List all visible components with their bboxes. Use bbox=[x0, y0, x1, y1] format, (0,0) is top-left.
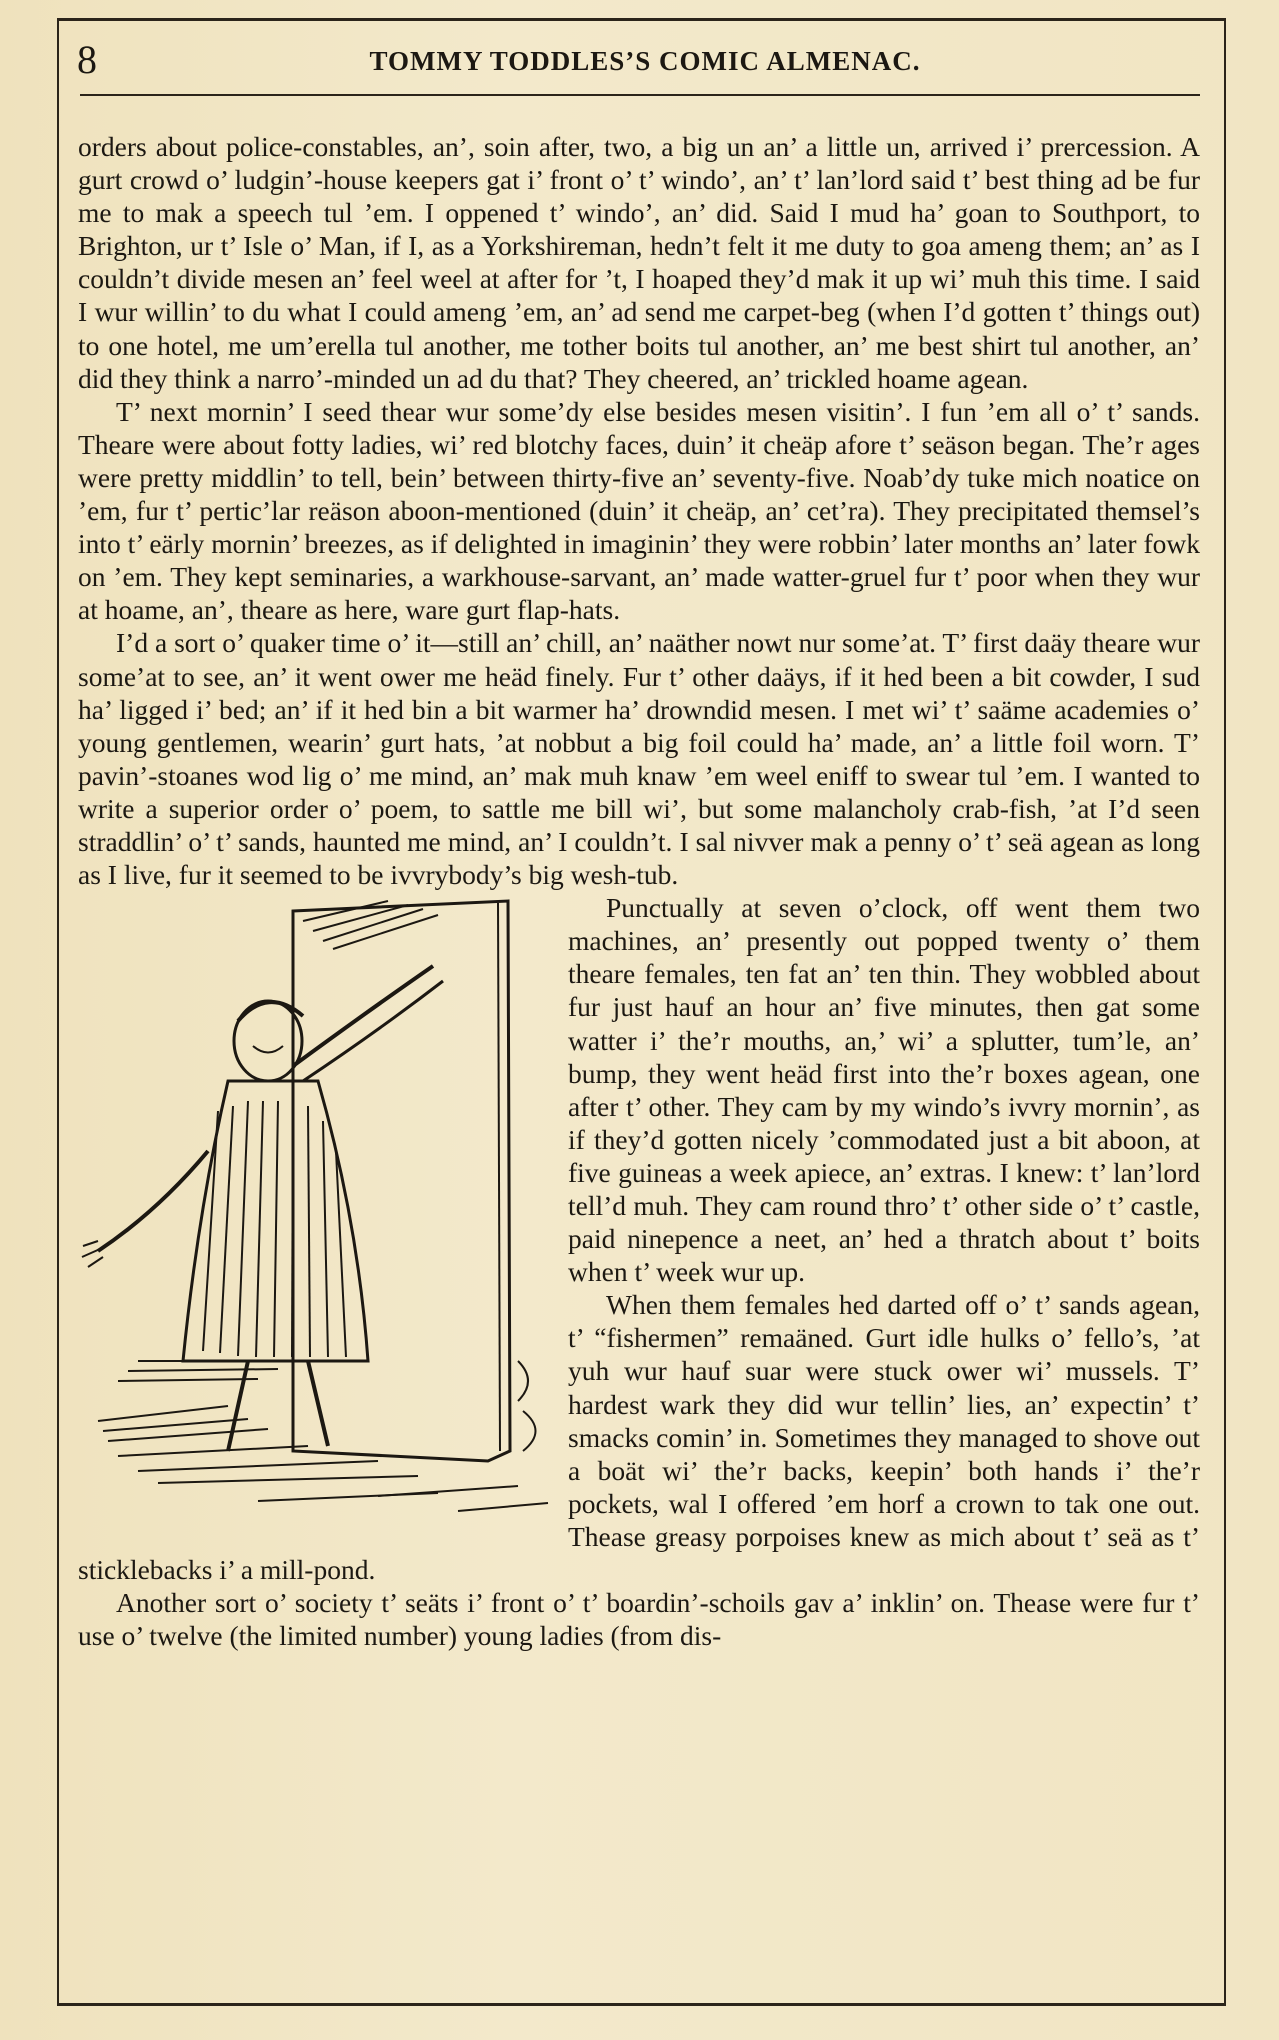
paragraph-6: Another sort o’ society t’ seäts i’ front o’ t’ boardin’-schoils gav a’ inklin’ on. Thease were fur t’ use o’ twelve (the limited number) young ladies (from dis- bbox=[78, 1587, 1200, 1652]
paragraph-4: Punctually at seven o’clock, off went them two machines, an’ presently out popped twenty o’ them theare females, ten fat an’ ten thin. They wobbled about fur just hauf an hour an’ five minutes, then gat some watter i’ the’r mouths, an,’ wi’ a splutter, tum’le, an’ bump, they went heäd first into the’r boxes agean, one after t’ other. They cam by my windo’s ivvry mornin’, as if they’d gotten nicely ’commodated just a bit aboon, at five guineas a week apiece, an’ extras. I knew: t’ lan’lord tell’d muh. They cam round thro’ t’ other side o’ t’ castle, paid ninepence a neet, an’ hed a thratch about t’ boits when t’ week wur up. bbox=[568, 892, 1200, 1288]
paragraph-1: orders about police-constables, an’, soin after, two, a big un an’ a little un, arrived i’ prercession. A gurt crowd o’ ludgin’-house keepers gat i’ front o’ t’ windo’, an’ t’ lan’lord said t’ best thing ad be fur me to mak a speech tul ’em. I oppened t’ windo’, an’ did. Said I mud ha’ goan to Southport, to Brighton, ur t’ Isle o’ Man, if I, as a Yorkshireman, hedn’t felt it me duty to goa ameng them; an’ as I couldn’t divide mesen an’ feel weel at after for ’t, I hoaped they’d mak it up wi’ muh this time. I said I wur willin’ to du what I could ameng ’em, an’ ad send me carpet-beg (when I’d gotten t’ things out) to one hotel, me um’erella tul another, me tother boits tul another, an’ me best shirt tul another, an’ did they think a narro’-minded un ad du that? They cheered, an’ trickled hoame agean. bbox=[78, 131, 1200, 394]
frame-bottom-rule bbox=[57, 2003, 1226, 2006]
running-title: TOMMY TODDLES’S COMIC ALMENAC. bbox=[369, 46, 921, 76]
frame-left-rule bbox=[57, 18, 59, 2003]
woodcut-figure bbox=[78, 891, 558, 1523]
frame-right-rule bbox=[1224, 18, 1226, 2003]
article-body bbox=[78, 130, 1200, 1652]
paragraph-5: When them females hed darted off o’ t’ sands agean, t’ “fishermen” remaäned. Gurt idle hulks o’ fello’s, ’at yuh wur hauf suar were stuck ower wi’ mussels. T’ hardest wark they did wur tellin’ lies, an’ expectin’ t’ smacks comin’ in. Sometimes they managed to shove out a boät wi’ the’r backs, keepin’ both hands i’ the’r pockets, wal I offered ’em horf a crown to tak one out. Thease greasy porpoises knew as mich about t’ seä as t’ sticklebacks i’ a mill-pond. bbox=[78, 1289, 1200, 1586]
paragraph-3: I’d a sort o’ quaker time o’ it—still an’ chill, an’ naäther nowt nur some’at. T’ first daäy theare wur some’at to see, an’ it went ower me heäd finely. Fur t’ other daäys, if it hed been a bit cowder, I sud ha’ ligged i’ bed; an’ if it hed bin a bit warmer ha’ drowndid mesen. I met wi’ t’ saäme academies o’ young gentlemen, wearin’ gurt hats, ’at nobbut a big foil could ha’ made, an’ a little foil worn. T’ pavin’-stoanes wod lig o’ me mind, an’ mak muh knaw ’em weel eniff to swear tul ’em. I wanted to write a superior order o’ poem, to sattle me bill wi’, but some malancholy crab-fish, ’at I’d seen straddlin’ o’ t’ sands, haunted me mind, an’ I couldn’t. I sal nivver mak a penny o’ t’ seä agean as long as I live, fur it seemed to be ivvrybody’s big wesh-tub. bbox=[78, 627, 1200, 891]
page-header bbox=[75, 36, 1215, 84]
frame-top-rule bbox=[57, 18, 1226, 21]
bathing-machine-illustration bbox=[78, 891, 558, 1523]
page-number: 8 bbox=[77, 37, 97, 82]
header-rule bbox=[80, 94, 1200, 96]
paragraph-2: T’ next mornin’ I seed thear wur some’dy else besides mesen visitin’. I fun ’em all o’ t’ sands. Theare were about fotty ladies, wi’ red blotchy faces, duin’ it cheäp afore t’ seäson began. The’r ages were pretty middlin’ to tell, bein’ between thirty-five an’ seventy-five. Noab’dy tuke mich noatice on ’em, fur t’ pertic’lar reäson aboon-mentioned (duin’ it cheäp, an’ cet’ra). They precipitated themsel’s into t’ eärly mornin’ breezes, as if delighted in imaginin’ they were robbin’ later months an’ later fowk on ’em. They kept seminaries, a warkhouse-sarvant, an’ made watter-gruel fur t’ poor when they wur at hoame, an’, theare as here, ware gurt flap-hats. bbox=[78, 395, 1200, 626]
